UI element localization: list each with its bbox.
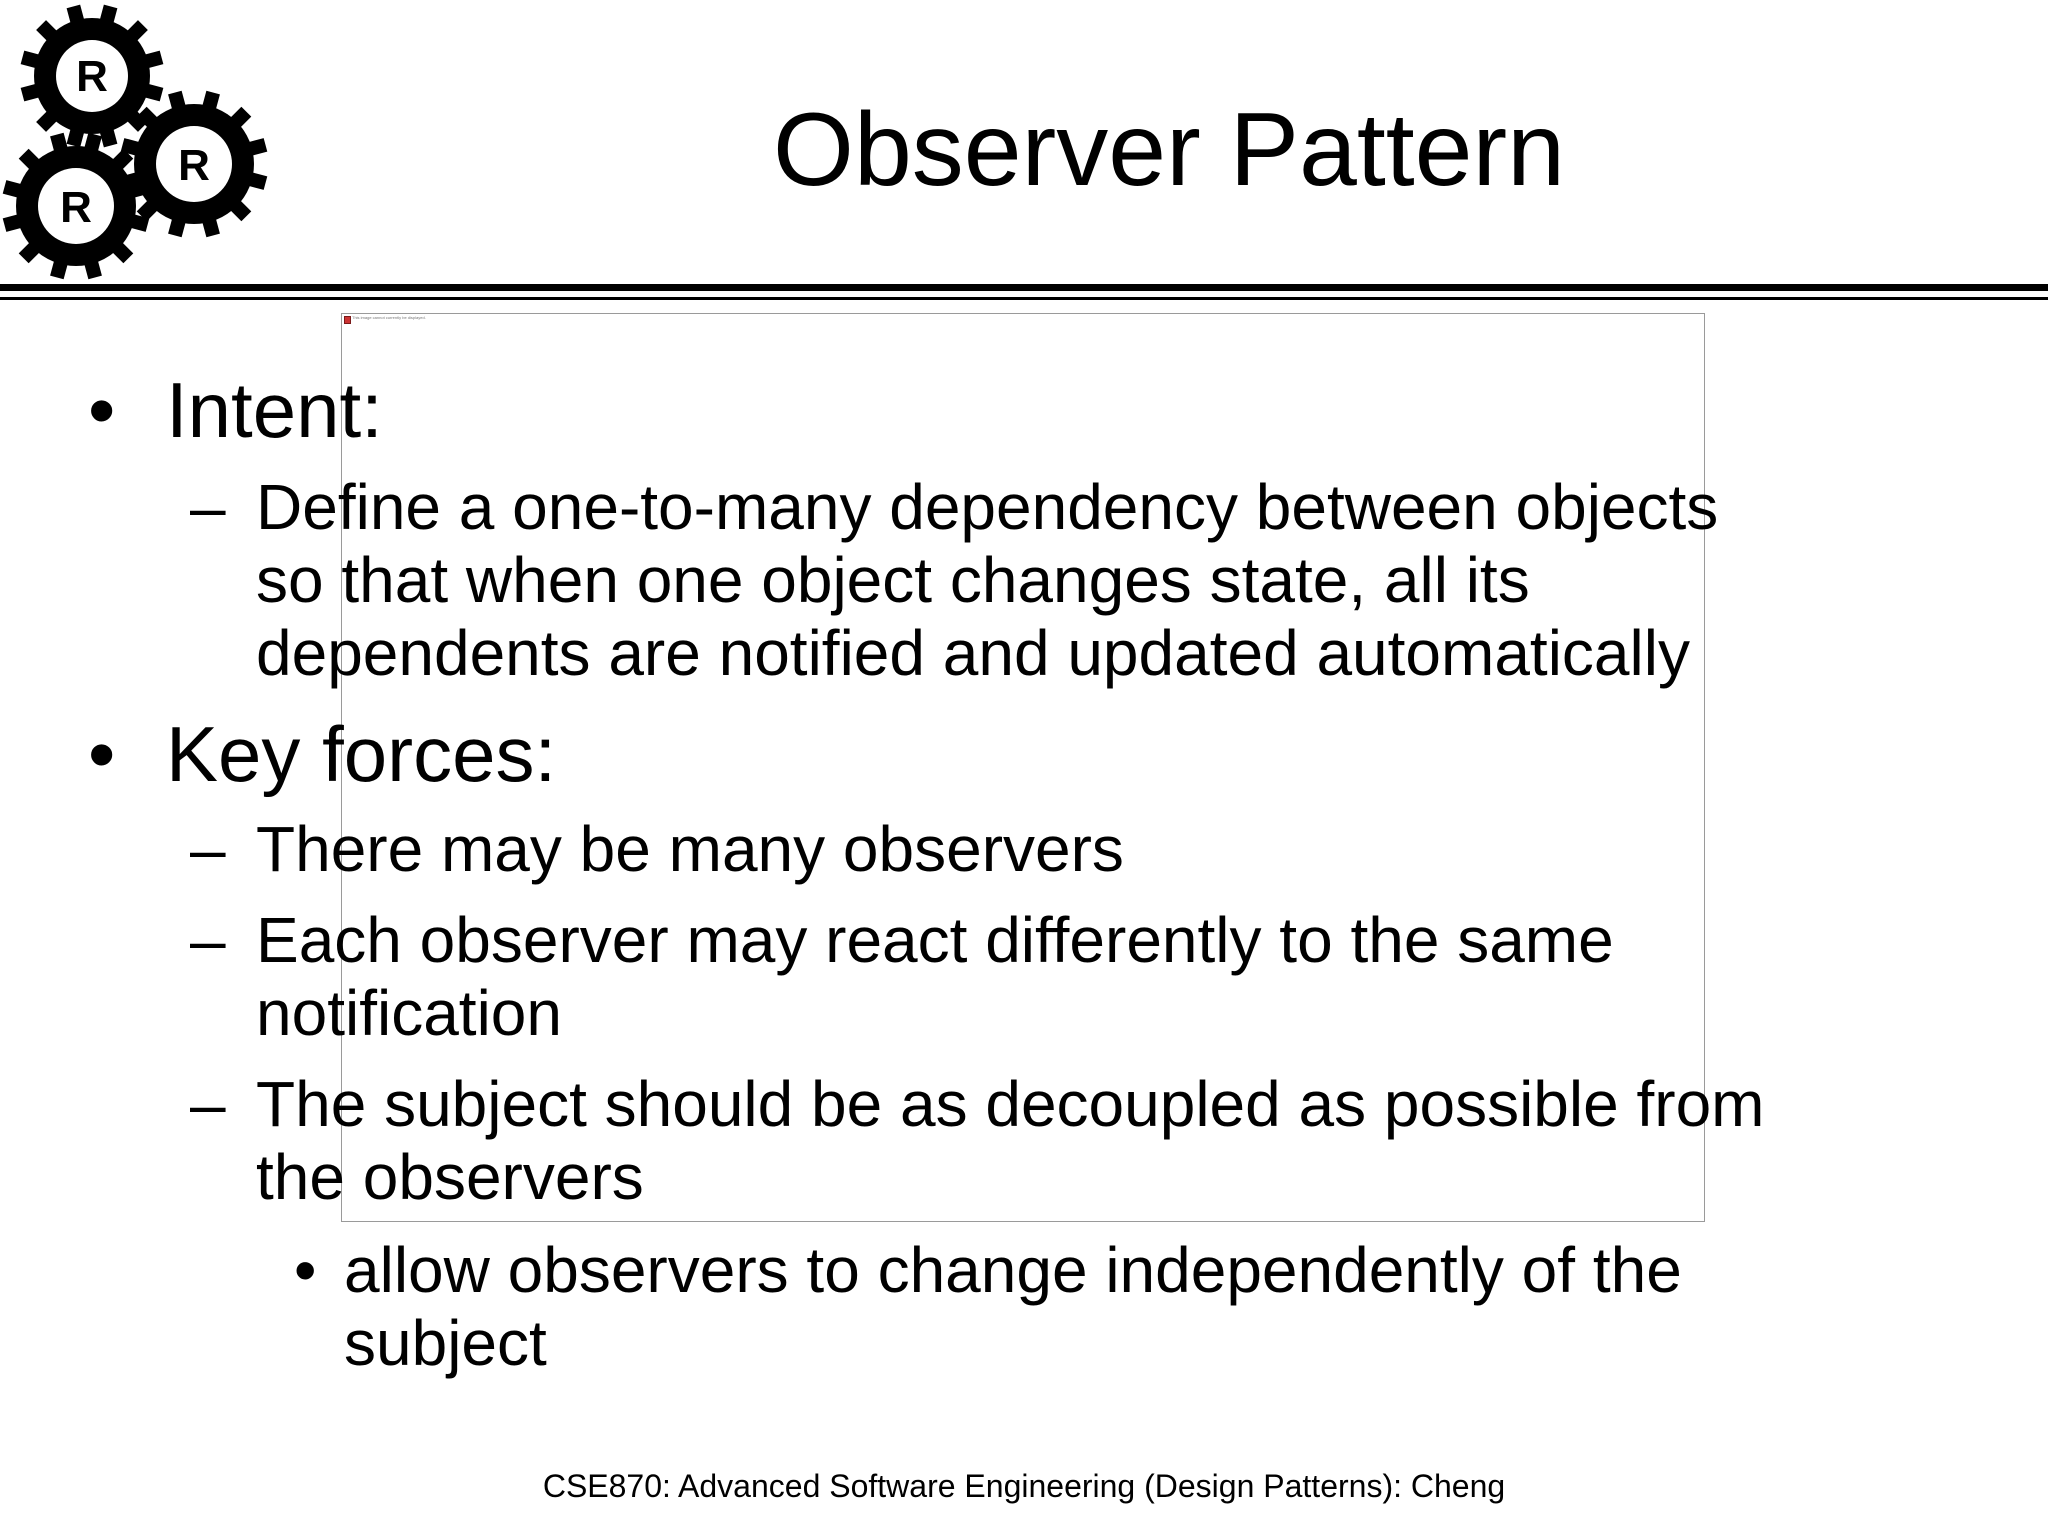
slide-footer: CSE870: Advanced Software Engineering (Design Patterns): Cheng <box>542 1468 1506 1504</box>
text-line: Define a one-to-many dependency between objects <box>256 471 1719 543</box>
bullet-marker: • <box>294 1234 317 1306</box>
text-line: There may be many observers <box>256 813 1124 885</box>
dash-marker: – <box>190 1068 226 1140</box>
text-line: so that when one object changes state, all its <box>256 544 1530 616</box>
dash-marker: – <box>190 904 226 976</box>
gear-letter: R <box>76 52 108 101</box>
bullet-heading: Key forces: <box>166 710 557 798</box>
gear-letter: R <box>60 183 92 232</box>
text-line: subject <box>344 1307 547 1379</box>
bullet-heading: Intent: <box>166 366 383 454</box>
text-line: allow observers to change independently of the <box>344 1234 1682 1306</box>
text-line: dependents are notified and updated automatically <box>256 617 1690 689</box>
dash-marker: – <box>190 813 226 885</box>
header-divider-thin <box>0 297 2048 300</box>
text-line: The subject should be as decoupled as possible from <box>256 1068 1765 1140</box>
text-line: Each observer may react differently to the same <box>256 904 1614 976</box>
gear-letter: R <box>178 141 210 190</box>
header-divider <box>0 284 2048 291</box>
text-line: notification <box>256 977 562 1049</box>
dash-marker: – <box>190 471 226 543</box>
bullet-marker: • <box>88 366 116 454</box>
bullet-marker: • <box>88 710 116 798</box>
broken-image-icon <box>344 316 351 324</box>
slide-title: Observer Pattern <box>773 92 1565 208</box>
text-line: the observers <box>256 1141 644 1213</box>
placeholder-message: This image cannot currently be displayed. <box>352 315 426 320</box>
